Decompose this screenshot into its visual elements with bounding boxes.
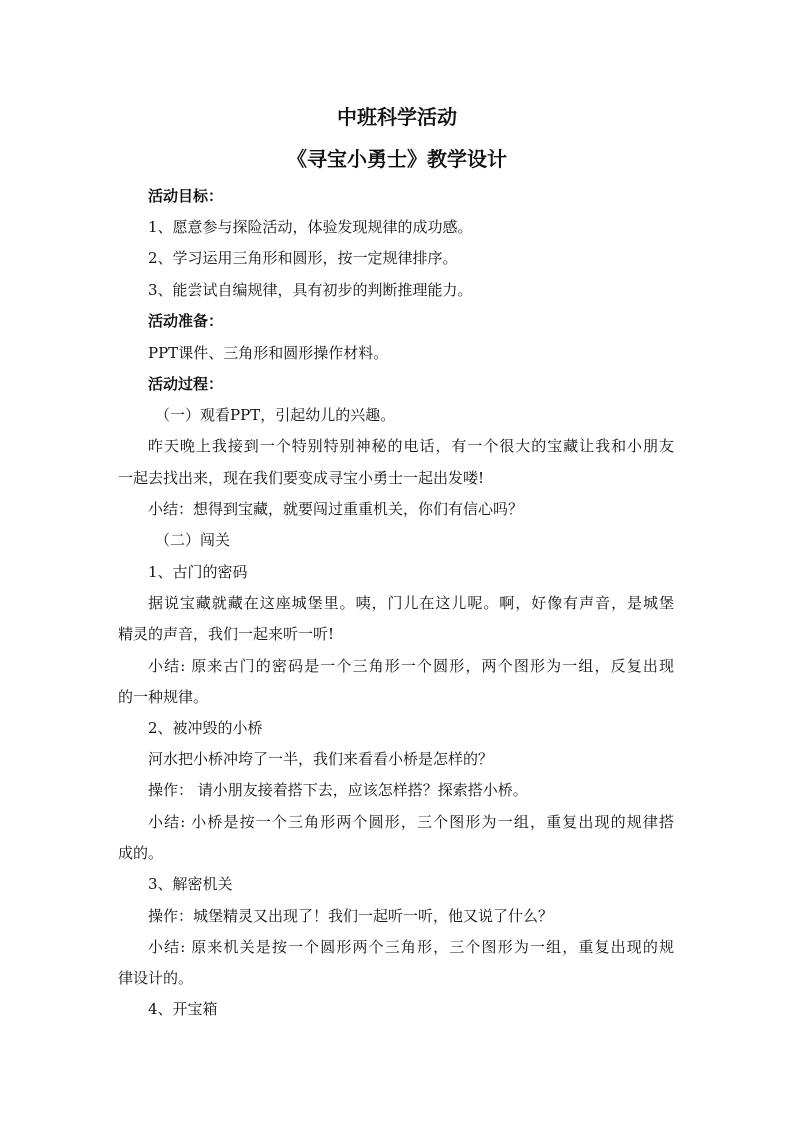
summary-line: 小结: 小桥是按一个三角形两个圆形，三个图形为一组，重复出现的规律搭 (148, 813, 674, 831)
summary-line: 成的。 (118, 844, 164, 862)
section-heading-goals: 活动目标： (148, 187, 224, 205)
goal-item-3: 3、能尝试自编规律，具有初步的判断推理能力。 (148, 281, 473, 299)
paragraph-line: 一起去找出来，现在我们要变成寻宝小勇士一起出发喽! (118, 469, 485, 487)
process-step-1-heading: （一）观看PPT，引起幼儿的兴趣。 (155, 406, 396, 424)
summary-line: 小结：想得到宝藏，就要闯过重重机关，你们有信心吗？ (148, 500, 524, 518)
process-step-2-heading: （二）闯关 (155, 531, 231, 549)
goal-item-1: 1、愿意参与探险活动，体验发现规律的成功感。 (148, 218, 473, 236)
section-heading-process: 活动过程： (148, 375, 224, 393)
summary-line: 的一种规律。 (118, 688, 209, 706)
document-title: 中班科学活动 (337, 105, 457, 129)
paragraph-line: 河水把小桥冲垮了一半，我们来看看小桥是怎样的？ (148, 750, 494, 768)
section-heading-preparation: 活动准备： (148, 312, 224, 330)
goal-item-2: 2、学习运用三角形和圆形，按一定规律排序。 (148, 249, 458, 267)
subsection-heading-bridge: 2、被冲毁的小桥 (148, 719, 263, 737)
subsection-heading-treasure-box: 4、开宝箱 (148, 1000, 218, 1018)
preparation-text: PPT课件、三角形和圆形操作材料。 (148, 344, 389, 362)
paragraph-line: 精灵的声音，我们一起来听一听! (118, 625, 335, 643)
operation-line: 操作： 请小朋友接着搭下去，应该怎样搭？探索搭小桥。 (148, 781, 528, 799)
subsection-heading-ancient-door: 1、古门的密码 (148, 563, 248, 581)
operation-line: 操作：城堡精灵又出现了！我们一起听一听，他又说了什么？ (148, 907, 554, 925)
summary-line: 小结: 原来机关是按一个圆形两个三角形，三个图形为一组，重复出现的规 (148, 938, 674, 956)
summary-line: 律设计的。 (118, 969, 194, 987)
document-subtitle: 《寻宝小勇士》教学设计 (287, 147, 507, 171)
summary-line: 小结: 原来古门的密码是一个三角形一个圆形，两个图形为一组，反复出现 (148, 657, 674, 675)
paragraph-line: 昨天晚上我接到一个特别特别神秘的电话，有一个很大的宝藏让我和小朋友 (148, 437, 674, 455)
subsection-heading-mechanism: 3、解密机关 (148, 875, 233, 893)
paragraph-line: 据说宝藏就藏在这座城堡里。咦，门儿在这儿呢。啊，好像有声音，是城堡 (148, 594, 674, 612)
